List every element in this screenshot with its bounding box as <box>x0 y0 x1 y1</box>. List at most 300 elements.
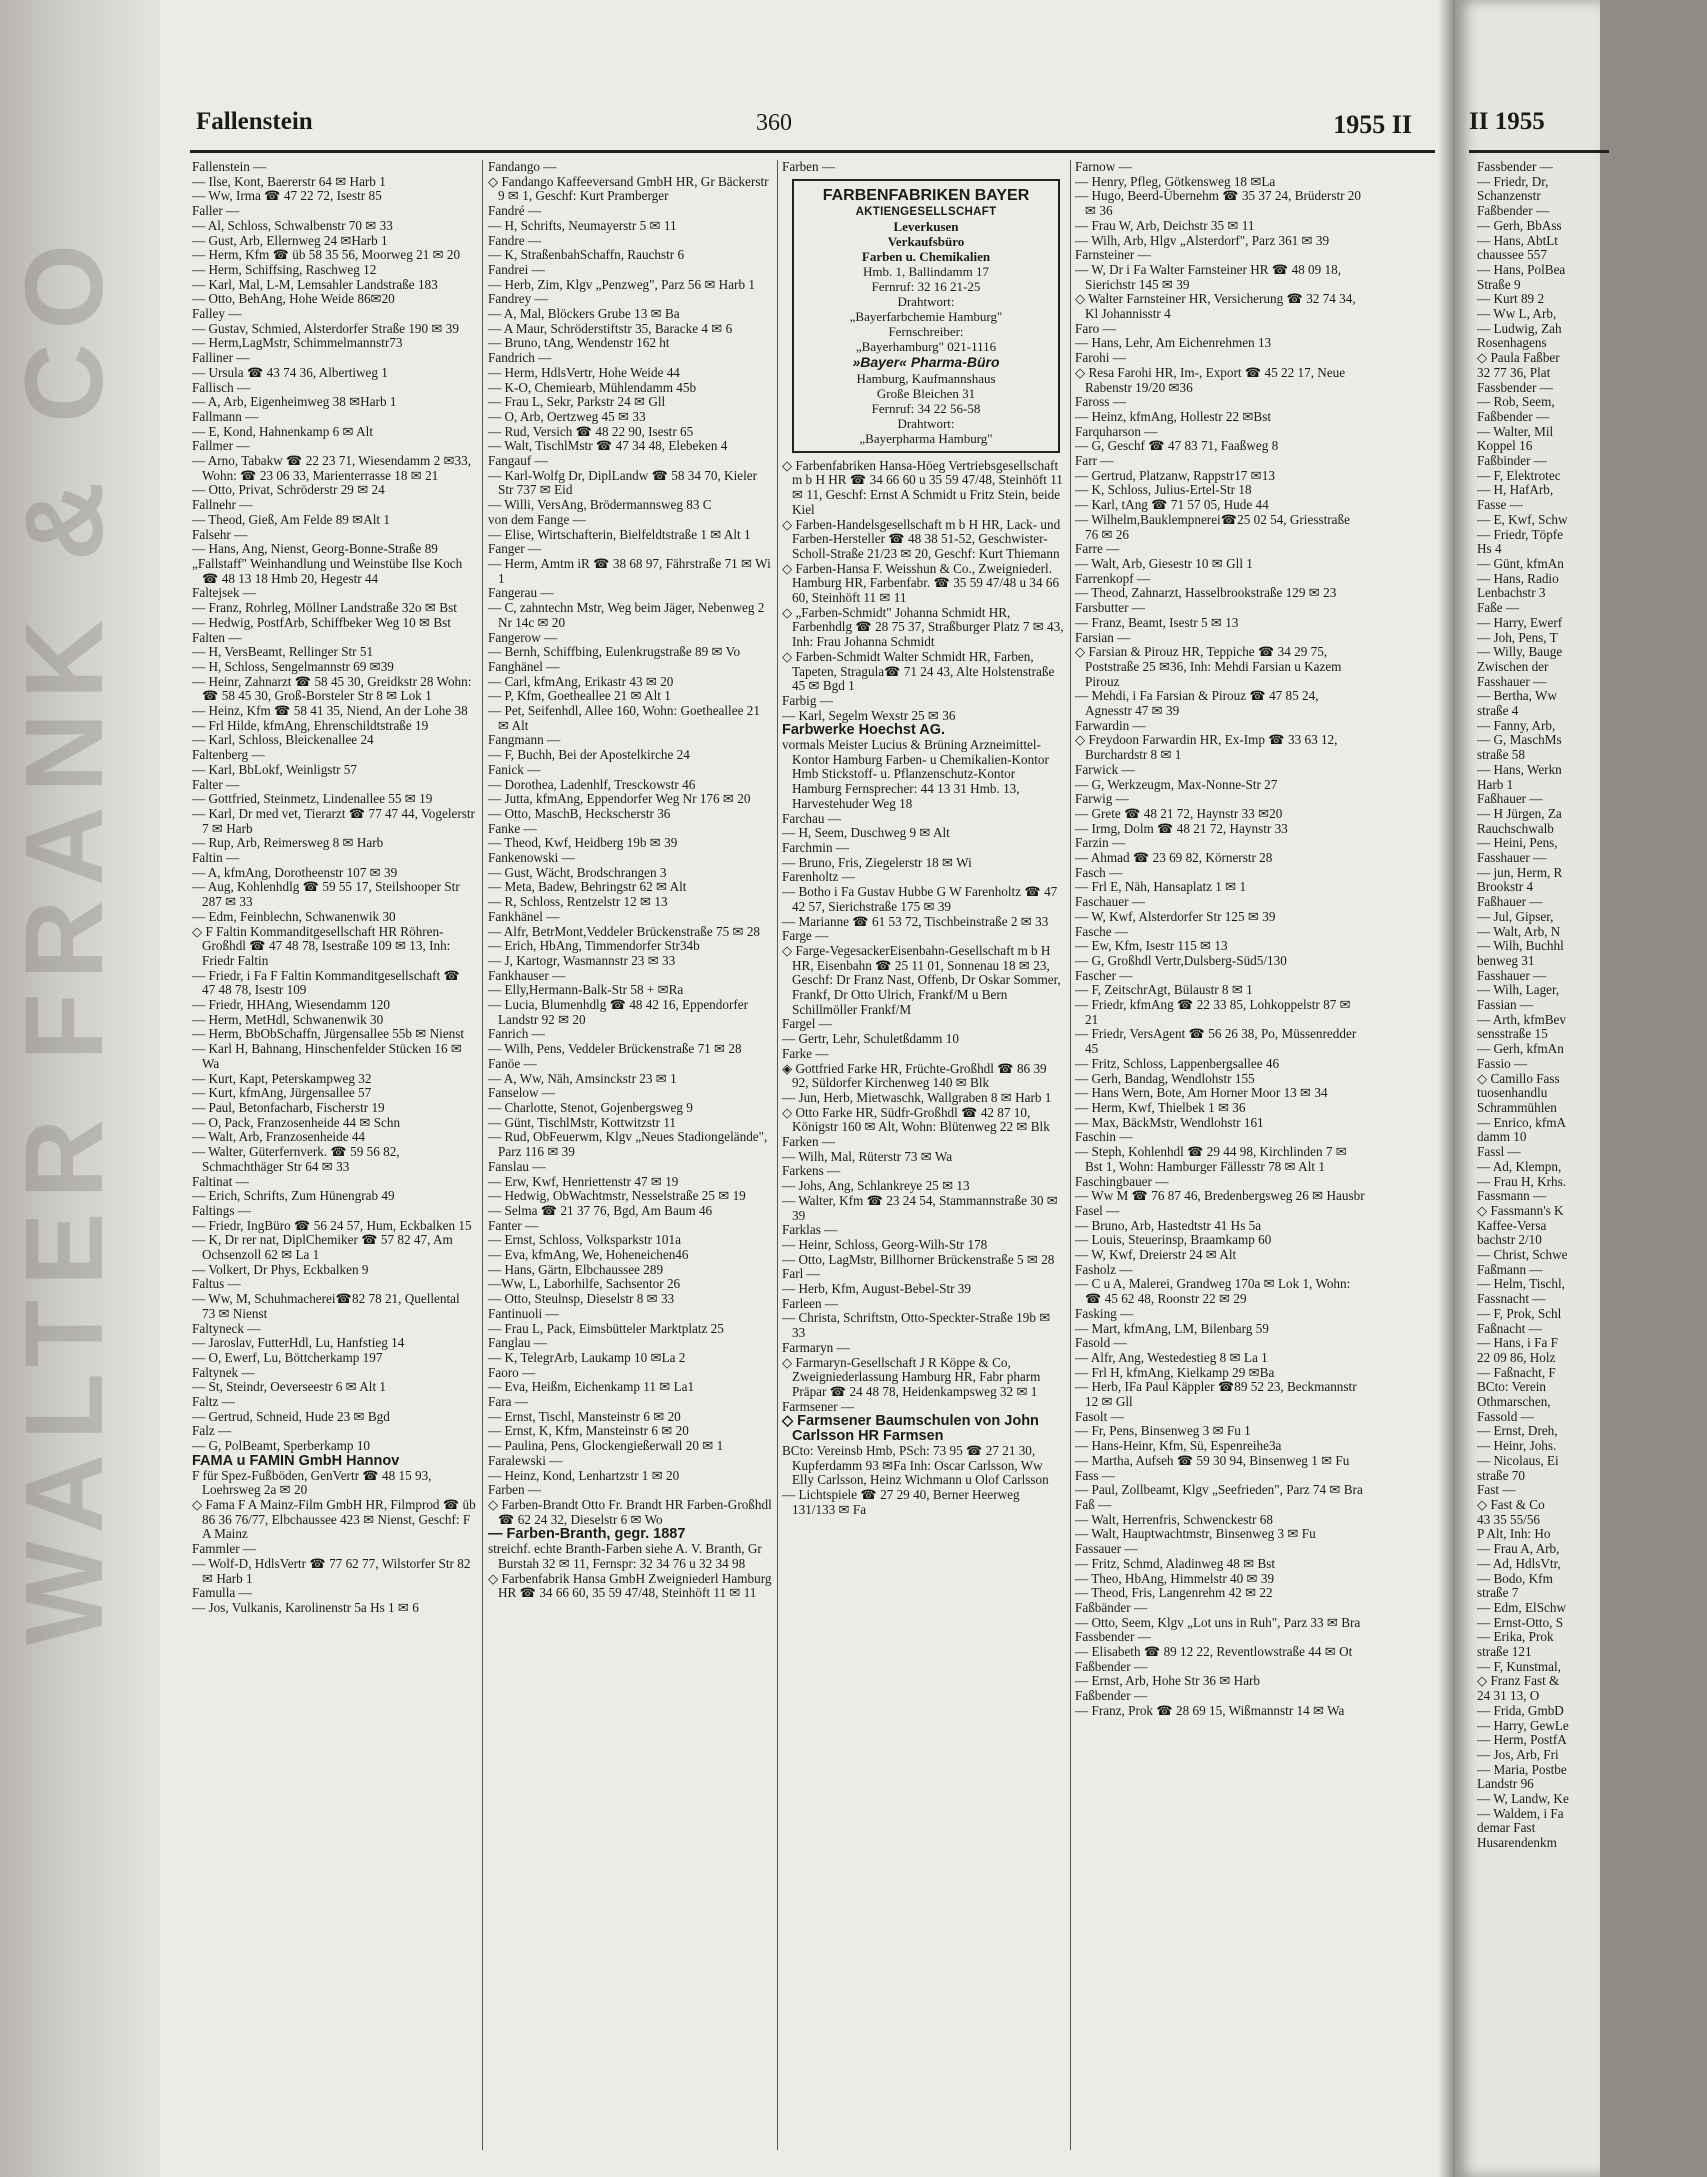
directory-entry: — Henry, Pfleg, Götkensweg 18 ✉La <box>1075 173 1276 189</box>
directory-entry: — Otto, Seem, Klgv „Lot uns in Ruh", Parz 33 ✉ Bra <box>1075 1614 1361 1630</box>
next-page-entry: Fasse — <box>1477 497 1523 513</box>
directory-entry: Farnsteiner — <box>1075 247 1151 263</box>
next-page-column <box>1477 160 1707 2150</box>
directory-entry: Fangauf — <box>488 453 548 469</box>
next-page-entry: — Friedr, Dr, <box>1477 173 1549 189</box>
directory-entry: ◇ Freydoon Farwardin HR, Ex-Imp ☎ 33 63 12, Burchardstr 8 ✉ 1 <box>1075 732 1338 763</box>
next-page-edge <box>1455 0 1600 2177</box>
directory-entry: — Theod, Gieß, Am Felde 89 ✉Alt 1 <box>192 511 390 527</box>
directory-entry: Farbig — <box>782 692 833 708</box>
directory-entry: Fantinuoli — <box>488 1305 559 1321</box>
ad-line: Hamburg, Kaufmannshaus <box>856 370 996 386</box>
directory-entry: — Otto, Privat, Schröderstr 29 ✉ 24 <box>192 482 385 498</box>
directory-entry: — Gustav, Schmied, Alsterdorfer Straße 190 ✉ 39 <box>192 320 459 336</box>
directory-entry: Faltus — <box>192 1276 241 1292</box>
directory-entry: — Dorothea, Ladenhlf, Tresckowstr 46 <box>488 776 696 792</box>
ad-line: Farben u. Chemikalien <box>861 248 991 264</box>
column-divider <box>482 160 483 2150</box>
next-page-entry: — Rob, Seem, <box>1477 394 1555 410</box>
directory-entry: — E, Kond, Hahnenkamp 6 ✉ Alt <box>192 423 373 439</box>
directory-entry: — Ahmad ☎ 23 69 82, Körnerstr 28 <box>1075 850 1273 866</box>
directory-entry: Fallenstein — <box>192 159 267 174</box>
column-3 <box>782 160 1066 2150</box>
directory-entry: Fasold — <box>1075 1335 1127 1351</box>
next-page-entry: — Walter, Mil <box>1477 423 1554 439</box>
directory-entry: — Fr, Pens, Binsenweg 3 ✉ Fu 1 <box>1075 1423 1251 1439</box>
next-page-entry: — Günt, kfmAn <box>1477 555 1564 571</box>
next-page-entry: — H, HafArb, <box>1477 482 1554 498</box>
directory-entry: — W, Kwf, Dreierstr 24 ✉ Alt <box>1075 1247 1237 1263</box>
directory-entry: — Jutta, kfmAng, Eppendorfer Weg Nr 176 ✉ 20 <box>488 791 751 807</box>
ad-line: Leverkusen <box>893 218 959 234</box>
directory-entry: — G, Geschf ☎ 47 83 71, Faaßweg 8 <box>1075 438 1279 454</box>
directory-entry: — Wilh, Pens, Veddeler Brückenstraße 71 ✉ 28 <box>488 1041 742 1057</box>
next-page-entry: Straße 9 <box>1477 276 1521 292</box>
directory-entry: Falley — <box>192 306 242 322</box>
next-page-entry: benweg 31 <box>1477 952 1535 968</box>
column-divider <box>777 160 778 2150</box>
directory-entry: — Erw, Kwf, Henriettenstr 47 ✉ 19 <box>488 1173 679 1189</box>
next-page-entry: Koppel 16 <box>1477 438 1533 454</box>
directory-entry: Fangerau — <box>488 585 554 601</box>
directory-entry: Faschin — <box>1075 1129 1133 1145</box>
directory-entry: — Wolf-D, HdlsVertr ☎ 77 62 77, Wilstorfer Str 82 ✉ Harb 1 <box>192 1555 471 1586</box>
next-page-entry: straße 121 <box>1477 1644 1532 1660</box>
directory-entry: FAMA u FAMIN GmbH Hannov <box>192 1452 400 1469</box>
next-page-entry: — Hans, i Fa F <box>1477 1335 1558 1351</box>
directory-entry: — Lucia, Blumenhdlg ☎ 48 42 16, Eppendorfer Landstr 92 ✉ 20 <box>488 997 748 1027</box>
directory-entry: Farke — <box>782 1045 829 1061</box>
directory-entry: — Frl Hilde, kfmAng, Ehrenschildtstraße 19 <box>192 717 429 733</box>
next-page-rule <box>1469 150 1609 153</box>
directory-entry: — Wilh, Arb, Hlgv „Alsterdorf", Parz 361 ✉ 39 <box>1075 232 1330 248</box>
directory-entry: Fanöe — <box>488 1055 537 1071</box>
directory-entry: Farwig — <box>1075 791 1129 807</box>
column-4 <box>1075 160 1365 2150</box>
column-1 <box>192 160 476 2150</box>
directory-entry: — Gust, Arb, Ellernweg 24 ✉Harb 1 <box>192 232 388 248</box>
directory-entry: — Walter, Güterfernverk. ☎ 59 56 82, Schmachthäger Str 64 ✉ 33 <box>192 1144 400 1174</box>
directory-entry: Farwardin — <box>1075 717 1146 733</box>
directory-entry: — Wilh, Mal, Rüterstr 73 ✉ Wa <box>782 1148 953 1164</box>
next-page-entry: Kaffee-Versa <box>1477 1217 1547 1233</box>
directory-entry: Fandrei — <box>488 261 545 277</box>
next-page-entry: Brookstr 4 <box>1477 879 1534 895</box>
directory-entry: — A, kfmAng, Dorotheenstr 107 ✉ 39 <box>192 864 398 880</box>
directory-entry: — Gertrud, Platzanw, Rappstr17 ✉13 <box>1075 467 1275 483</box>
directory-entry: Faßbender — <box>1075 1658 1148 1674</box>
directory-entry: — Ilse, Kont, Baererstr 64 ✉ Harb 1 <box>192 173 386 189</box>
directory-entry: Farben — <box>782 159 836 174</box>
directory-entry: Farleen — <box>782 1295 839 1311</box>
next-page-entry: — Harry, Ewerf <box>1477 614 1563 630</box>
next-page-entry: 32 77 36, Plat <box>1477 364 1551 380</box>
directory-entry: Fasch — <box>1075 864 1123 880</box>
directory-entry: — Gerh, Bandag, Wendlohstr 155 <box>1075 1070 1255 1086</box>
next-page-entry: bachstr 2/10 <box>1477 1232 1542 1248</box>
directory-entry: ◇ Farben-Hansa F. Weisshun & Co., Zweigniederl. Hamburg HR, Farbenfabr. ☎ 35 59 47/48 u 34 66 60, Steinhöft 11 ✉ 11 <box>782 560 1060 606</box>
next-page-entry: Faßhauer — <box>1477 791 1543 807</box>
directory-entry: — Frau W, Arb, Deichstr 35 ✉ 11 <box>1075 217 1255 233</box>
next-page-entry: — Maria, Postbe <box>1477 1761 1567 1777</box>
ad-line: »Bayer« Pharma-Büro <box>852 353 1000 370</box>
next-page-entry: — Ludwig, Zah <box>1477 320 1562 336</box>
directory-entry: — Karl, tAng ☎ 71 57 05, Hude 44 <box>1075 497 1269 513</box>
directory-entry: — Hedwig, ObWachtmstr, Nesselstraße 25 ✉ 19 <box>488 1188 746 1204</box>
directory-entry: — Elise, Wirtschafterin, Bielfeldtstraße 1 ✉ Alt 1 <box>488 526 751 542</box>
directory-entry: Faltejsek — <box>192 585 257 601</box>
directory-entry: ◇ Farmaryn-Gesellschaft J R Köppe & Co, Zweigniederlassung Hamburg HR, Fabr pharm Präpar ☎ 24 48 78, Heidenkampsweg 32 ✉ 1 <box>782 1354 1041 1399</box>
directory-entry: — Fritz, Schloss, Lappenbergsallee 46 <box>1075 1055 1280 1071</box>
directory-entry: — Kurt, Kapt, Peterskampweg 32 <box>192 1070 372 1086</box>
directory-entry: — Louis, Steuerinsp, Braamkamp 60 <box>1075 1232 1272 1248</box>
directory-entry: — A, Ww, Näh, Amsinckstr 23 ✉ 1 <box>488 1070 677 1086</box>
directory-entry: — Christa, Schriftstn, Otto-Speckter-Straße 19b ✉ 33 <box>782 1310 1051 1341</box>
directory-entry: — Karl H, Bahnang, Hinschenfelder Stücken 16 ✉ Wa <box>192 1041 462 1071</box>
next-page-entry: — Friedr, Töpfe <box>1477 526 1564 542</box>
directory-entry: — Günt, TischlMstr, Kottwitzstr 11 <box>488 1114 677 1130</box>
directory-entry: — Friedr, HHAng, Wiesendamm 120 <box>192 997 390 1013</box>
directory-entry: — Willi, VersAng, Brödermannsweg 83 C <box>488 497 712 513</box>
directory-entry: vormals Meister Lucius & Brüning Arzneimittel-Kontor Hamburg Farben- u Chemikalien-Kontor Hmb Stickstoff- u. Pflanzenschutz-Kontor Hamburg Fernsprecher: 44 13 31 Hmb. 13, Harvestehuder Weg 18 <box>782 737 1049 811</box>
directory-entry: ◇ Farbenfabrik Hansa GmbH Zweigniederl Hamburg HR ☎ 34 66 60, 35 59 47/48, Steinhöft 11 ✉ 11 <box>488 1570 772 1601</box>
directory-entry: Faltinat — <box>192 1173 249 1189</box>
directory-entry: — Theod, Fris, Langenrehm 42 ✉ 22 <box>1075 1585 1273 1601</box>
next-page-entry: ◇ Fast & Co <box>1477 1496 1545 1512</box>
directory-entry: Faschauer — <box>1075 894 1145 910</box>
directory-entry: — Eva, Heißm, Eichenkamp 11 ✉ La1 <box>488 1379 695 1395</box>
next-page-entry: Faßbender — <box>1477 408 1550 424</box>
next-page-entry: — Jos, Arb, Fri <box>1477 1746 1559 1762</box>
directory-entry: — A, Mal, Blöckers Grube 13 ✉ Ba <box>488 306 680 322</box>
directory-entry: — Herm, Kfm ☎ üb 58 35 56, Moorweg 21 ✉ 20 <box>192 247 461 263</box>
ad-line: AKTIENGESELLSCHAFT <box>855 205 997 218</box>
directory-entry: — Mehdi, i Fa Farsian & Pirouz ☎ 47 85 24, Agnesstr 47 ✉ 39 <box>1075 688 1319 719</box>
directory-entry: Farnow — <box>1075 159 1132 174</box>
next-page-entry: — Ad, HdlsVtr, <box>1477 1555 1561 1571</box>
ad-line: Fernruf: 34 22 56-58 <box>871 400 981 416</box>
directory-entry: — Ernst, K, Kfm, Mansteinstr 6 ✉ 20 <box>488 1423 689 1439</box>
next-page-entry: — Frau H, Krhs. <box>1477 1173 1567 1189</box>
directory-entry: „Fallstaff" Weinhandlung und Weinstübe Ilse Koch ☎ 48 13 18 Hmb 20, Hegestr 44 <box>192 555 463 586</box>
directory-entry: — A Maur, Schröderstiftstr 35, Baracke 4 ✉ 6 <box>488 320 733 336</box>
directory-entry: — Karl, Segelm Wexstr 25 ✉ 36 <box>782 707 956 723</box>
directory-entry: — Ernst, Arb, Hohe Str 36 ✉ Harb <box>1075 1673 1261 1689</box>
directory-entry: — Johs, Ang, Schlankreye 25 ✉ 13 <box>782 1178 970 1194</box>
directory-entry: Farken — <box>782 1134 836 1150</box>
next-page-entry: — Ernst, Dreh, <box>1477 1423 1558 1439</box>
directory-entry: Faltz — <box>192 1394 235 1410</box>
directory-entry: — Hans, Gärtn, Elbchaussee 289 <box>488 1261 664 1277</box>
directory-entry: — K, Schloss, Julius-Ertel-Str 18 <box>1075 482 1252 498</box>
next-page-entry: demar Fast <box>1477 1820 1536 1836</box>
next-page-entry: — Frida, GmbD <box>1477 1702 1564 1718</box>
directory-entry: — Franz, Rohrleg, Möllner Landstraße 32o ✉ Bst <box>192 600 457 616</box>
directory-entry: — Franz, Beamt, Isestr 5 ✉ 13 <box>1075 614 1239 630</box>
next-page-entry: — Kurt 89 2 <box>1477 291 1545 307</box>
page-number: 360 <box>756 110 792 136</box>
directory-entry: Fanglau — <box>488 1335 547 1351</box>
directory-entry: — Max, BäckMstr, Wendlohstr 161 <box>1075 1114 1264 1130</box>
directory-entry: — Theod, Kwf, Heidberg 19b ✉ 39 <box>488 835 678 851</box>
directory-entry: — Herb, IFa Paul Käppler ☎89 52 23, Beckmannstr 12 ✉ Gll <box>1075 1379 1357 1410</box>
directory-entry: Famulla — <box>192 1585 252 1601</box>
directory-entry: — Heinz, kfmAng, Hollestr 22 ✉Bst <box>1075 408 1272 424</box>
directory-entry: — Ww, Irma ☎ 47 22 72, Isestr 85 <box>192 188 382 204</box>
directory-entry: Falten — <box>192 629 242 645</box>
next-page-entry: Schanzenstr <box>1477 188 1541 204</box>
directory-entry: ◇ Farbenfabriken Hansa-Höeg Vertriebsgesellschaft m b H HR ☎ 34 66 60 u 35 59 47/48, Steinhöft 11 ✉ 11, Geschf: Ernst A Schmidt u Fritz Stein, beide Kiel <box>782 457 1063 517</box>
next-page-entry: ◇ Paula Faßber <box>1477 350 1560 366</box>
directory-entry: — Rud, ObFeuerwm, Klgv „Neues Stadiongelände", Parz 116 ✉ 39 <box>488 1129 768 1160</box>
directory-entry: — Frau L, Sekr, Parkstr 24 ✉ Gll <box>488 394 666 410</box>
directory-entry: —Ww, L, Laborhilfe, Sachsentor 26 <box>488 1276 681 1292</box>
directory-entry: Farchau — <box>782 810 841 826</box>
directory-entry: Faßbänder — <box>1075 1599 1148 1615</box>
directory-entry: — Jun, Herb, Mietwaschk, Wallgraben 8 ✉ Harb 1 <box>782 1089 1052 1105</box>
directory-entry: — Walt, Herrenfris, Schwenckestr 68 <box>1075 1511 1273 1527</box>
directory-entry: — Otto, Steulnsp, Dieselstr 8 ✉ 33 <box>488 1291 675 1307</box>
next-page-entry: — Joh, Pens, T <box>1477 629 1558 645</box>
next-page-entry: P Alt, Inh: Ho <box>1477 1526 1551 1542</box>
directory-entry: — Hedwig, PostfArb, Schiffbeker Weg 10 ✉ Bst <box>192 614 451 630</box>
ad-line: „Bayerhamburg" 021-1116 <box>855 338 997 354</box>
directory-entry: — R, Schloss, Rentzelstr 12 ✉ 13 <box>488 894 668 910</box>
directory-entry: ◇ Farsian & Pirouz HR, Teppiche ☎ 34 29 75, Poststraße 25 ✉36, Inh: Mehdi Farsian u Kazem Pirouz <box>1075 644 1342 689</box>
next-page-entry: sensstraße 15 <box>1477 1026 1548 1042</box>
directory-entry: Farchmin — <box>782 839 850 855</box>
next-page-entry: — Gerh, BbAss <box>1477 217 1562 233</box>
directory-entry: — Irmg, Dolm ☎ 48 21 72, Haynstr 33 <box>1075 820 1288 836</box>
directory-entry: Farben — <box>488 1482 542 1498</box>
directory-entry: — Karl, Schloss, Bleickenallee 24 <box>192 732 374 748</box>
directory-entry: Faoro — <box>488 1364 536 1380</box>
directory-entry: ◇ Walter Farnsteiner HR, Versicherung ☎ 32 74 34, Kl Johannisstr 4 <box>1075 291 1356 322</box>
directory-entry: — Herm, Schiffsing, Raschweg 12 <box>192 261 377 277</box>
directory-entry: — Hans-Heinr, Kfm, Sü, Espenreihe3a <box>1075 1438 1282 1454</box>
directory-entry: — F, ZeitschrAgt, Bülaustr 8 ✉ 1 <box>1075 982 1253 998</box>
next-page-entry: Landstr 96 <box>1477 1776 1534 1792</box>
directory-entry: Farklas — <box>782 1222 838 1238</box>
directory-entry: — Al, Schloss, Schwalbenstr 70 ✉ 33 <box>192 217 393 233</box>
next-page-entry: — Waldem, i Fa <box>1477 1805 1564 1821</box>
next-page-entry: Zwischen der <box>1477 658 1549 674</box>
directory-entry: — W, Kwf, Alsterdorfer Str 125 ✉ 39 <box>1075 908 1276 924</box>
directory-entry: ◇ Fandango Kaffeeversand GmbH HR, Gr Bäckerstr 9 ✉ 1, Geschf: Kurt Pramberger <box>488 173 769 204</box>
directory-entry: Fallmann — <box>192 408 259 424</box>
next-page-entry: — G, MaschMs <box>1477 732 1562 748</box>
next-page-entry: straße 4 <box>1477 703 1519 719</box>
directory-entry: Faralewski — <box>488 1452 563 1468</box>
directory-entry: — H, VersBeamt, Rellinger Str 51 <box>192 644 374 660</box>
directory-entry: — O, Arb, Oertzweg 45 ✉ 33 <box>488 408 646 424</box>
directory-entry: Fandrich — <box>488 350 552 366</box>
directory-entry: Farbwerke Hoechst AG. <box>782 722 946 739</box>
directory-entry: — Hans, Lehr, Am Eichenrehmen 13 <box>1075 335 1272 351</box>
directory-entry: — Gottfried, Steinmetz, Lindenallee 55 ✉ 19 <box>192 791 433 807</box>
directory-entry: — K, StraßenbahSchaffn, Rauchstr 6 <box>488 247 685 263</box>
directory-entry: Farquharson — <box>1075 423 1158 439</box>
next-page-entry: — E, Kwf, Schw <box>1477 511 1568 527</box>
next-page-entry: — Harry, GewLe <box>1477 1717 1569 1733</box>
next-page-entry: — Ernst-Otto, S <box>1477 1614 1564 1630</box>
directory-entry: — Herm, Amtm iR ☎ 38 68 97, Fährstraße 71 ✉ Wi 1 <box>488 555 771 586</box>
directory-entry: Fanslau — <box>488 1158 546 1174</box>
next-page-entry: Fassbender — <box>1477 379 1553 395</box>
directory-entry: Fascher — <box>1075 967 1133 983</box>
directory-entry: Fassauer — <box>1075 1541 1138 1557</box>
directory-entry: — Frl H, kfmAng, Kielkamp 29 ✉Ba <box>1075 1364 1275 1380</box>
next-page-entry: Faßmann — <box>1477 1261 1543 1277</box>
directory-entry: Fass — <box>1075 1467 1115 1483</box>
directory-entry: Farwick — <box>1075 761 1135 777</box>
directory-entry: — Gertr, Lehr, Schuletßdamm 10 <box>782 1031 959 1047</box>
directory-entry: BCto: Vereinsb Hmb, PSch: 73 95 ☎ 27 21 30, Kupferdamm 93 ✉Fa Inh: Oscar Carlsson, Ww Elly Carlsson, Heinz Wichmann u Olof Carlsson <box>782 1442 1049 1488</box>
directory-entry: Fammler — <box>192 1541 257 1557</box>
next-page-entry: 43 35 55/56 <box>1477 1511 1541 1527</box>
next-page-entry: chaussee 557 <box>1477 247 1547 263</box>
directory-entry: — Friedr, VersAgent ☎ 56 26 38, Po, Müssenredder 45 <box>1075 1026 1357 1057</box>
directory-entry: — H, Schrifts, Neumayerstr 5 ✉ 11 <box>488 217 677 233</box>
directory-entry: — Botho i Fa Gustav Hubbe G W Farenholtz ☎ 47 42 57, Sierichstraße 175 ✉ 39 <box>782 884 1058 914</box>
directory-entry: Fallmer — <box>192 438 250 454</box>
directory-entry: — Martha, Aufseh ☎ 59 30 94, Binsenweg 1 ✉ Fu <box>1075 1452 1350 1468</box>
directory-entry: — G, PolBeamt, Sperberkamp 10 <box>192 1438 371 1454</box>
next-page-entry: Fasshauer — <box>1477 850 1547 866</box>
next-page-entry: — jun, Herm, R <box>1477 864 1563 880</box>
directory-entry: Fandrey — <box>488 291 548 307</box>
directory-entry: Faltin — <box>192 850 240 866</box>
bayer-advertisement-box <box>792 179 1060 453</box>
next-page-entry: — Ad, Klempn, <box>1477 1158 1562 1174</box>
directory-entry: — Herm, BbObSchaffn, Jürgensallee 55b ✉ Nienst <box>192 1026 465 1042</box>
directory-entry: — Farben-Branth, gegr. 1887 <box>488 1526 686 1543</box>
directory-entry: — Arno, Tabakw ☎ 22 23 71, Wiesendamm 2 ✉33, Wohn: ☎ 23 06 33, Marienterrasse 18 ✉ 21 <box>192 453 471 483</box>
directory-entry: — Bruno, tAng, Wendenstr 162 ht <box>488 335 670 351</box>
next-page-entry: — W, Landw, Ke <box>1477 1791 1569 1807</box>
ad-line: Verkaufsbüro <box>887 233 965 249</box>
directory-entry: — Walt, TischlMstr ☎ 47 34 48, Elebeken 4 <box>488 438 728 454</box>
next-page-entry: — Heini, Pens, <box>1477 835 1558 851</box>
ad-line: Fernruf: 32 16 21-25 <box>871 278 981 294</box>
directory-entry: Fanick — <box>488 761 541 777</box>
directory-entry: ◇ Farben-Schmidt Walter Schmidt HR, Farben, Tapeten, Stragula☎ 71 24 43, Alte Holstenstraße 45 ✉ Bgd 1 <box>782 648 1055 694</box>
next-page-entry: ◇ Camillo Fass <box>1477 1070 1560 1086</box>
directory-entry: — Erich, HbAng, Timmendorfer Str34b <box>488 938 700 954</box>
next-page-entry: Fast — <box>1477 1482 1516 1498</box>
directory-entry: — Theod, Zahnarzt, Hasselbrookstraße 129 ✉ 23 <box>1075 585 1337 601</box>
next-page-entry: — Bertha, Ww <box>1477 688 1557 704</box>
directory-entry: — Marianne ☎ 61 53 72, Tischbeinstraße 2 ✉ 33 <box>782 913 1049 929</box>
directory-entry: — H, Schloss, Sengelmannstr 69 ✉39 <box>192 658 394 674</box>
directory-entry: Fanselow — <box>488 1085 556 1101</box>
directory-entry: ◈ Gottfried Farke HR, Früchte-Großhdl ☎ 86 39 92, Süldorfer Kirchenweg 140 ✉ Blk <box>782 1060 1047 1091</box>
directory-entry: — Steph, Kohlenhdl ☎ 29 44 98, Kirchlinden 7 ✉ Bst 1, Wohn: Hamburger Fällesstr 78 ✉ Alt 1 <box>1075 1144 1347 1174</box>
next-page-entry: Fassio — <box>1477 1055 1528 1071</box>
directory-entry: — St, Steindr, Oeverseestr 6 ✉ Alt 1 <box>192 1379 387 1395</box>
next-page-entry: ◇ Franz Fast & <box>1477 1673 1560 1689</box>
directory-entry: — Paul, Zollbeamt, Klgv „Seefrieden", Parz 74 ✉ Bra <box>1075 1482 1363 1498</box>
directory-entry: — Walt, Arb, Franzosenheide 44 <box>192 1129 366 1145</box>
directory-entry: — Wilhelm,Bauklempnerei☎25 02 54, Griesstraße 76 ✉ 26 <box>1075 511 1350 542</box>
next-page-entry: — Walt, Arb, N <box>1477 923 1561 939</box>
next-page-entry: Fassbender — <box>1477 159 1553 174</box>
directory-entry: — Hugo, Beerd-Übernehm ☎ 35 37 24, Brüderstr 20 ✉ 36 <box>1075 188 1361 219</box>
next-page-entry: straße 58 <box>1477 747 1525 763</box>
directory-entry: Faß — <box>1075 1496 1112 1512</box>
directory-entry: Farre — <box>1075 541 1120 557</box>
directory-entry: — Ww M ☎ 76 87 46, Bredenbergsweg 26 ✉ Hausbr <box>1075 1188 1365 1204</box>
next-page-entry: — Ww L, Arb, <box>1477 306 1557 322</box>
next-page-entry: — Hans, Radio <box>1477 570 1559 586</box>
directory-entry: — Herm, Kwf, Thielbek 1 ✉ 36 <box>1075 1100 1246 1115</box>
directory-entry: — Aug, Kohlenhdlg ☎ 59 55 17, Steilshooper Str 287 ✉ 33 <box>192 879 460 910</box>
next-page-entry: — Hans, Werkn <box>1477 761 1562 777</box>
directory-entry: Fanger — <box>488 541 542 557</box>
directory-entry: — Heinz, Kond, Lenhartzstr 1 ✉ 20 <box>488 1467 680 1483</box>
next-page-entry: — Fanny, Arb, <box>1477 717 1556 733</box>
next-page-entry: Faßbender — <box>1477 203 1550 219</box>
directory-entry: — Jos, Vulkanis, Karolinenstr 5a Hs 1 ✉ 6 <box>192 1599 419 1615</box>
next-page-entry: — Enrico, kfmA <box>1477 1114 1566 1130</box>
directory-entry: — Heinr, Schloss, Georg-Wilh-Str 178 <box>782 1236 988 1252</box>
next-page-entry: 24 31 13, O <box>1477 1688 1540 1704</box>
directory-entry: — Heinr, Zahnarzt ☎ 58 45 30, Greidkstr 28 Wohn: ☎ 58 45 30, Groß-Borsteler Str 8 ✉ Lok 1 <box>192 673 472 704</box>
directory-entry: Fankenowski — <box>488 850 575 866</box>
directory-entry: ◇ Otto Farke HR, Südfr-Großhdl ☎ 42 87 10, Königstr 160 ✉ Alt, Wohn: Blütenweg 22 ✉ Blk <box>782 1104 1050 1135</box>
directory-entry: — Otto, MaschB, Heckscherstr 36 <box>488 805 671 821</box>
directory-entry: — Gust, Wächt, Brodschrangen 3 <box>488 864 667 880</box>
directory-entry: — Ernst, Tischl, Mansteinstr 6 ✉ 20 <box>488 1408 681 1424</box>
directory-entry: — Charlotte, Stenot, Gojenbergsweg 9 <box>488 1100 693 1115</box>
next-page-header: II 1955 <box>1469 108 1545 135</box>
directory-entry: Falliner — <box>192 350 250 366</box>
directory-entry: ◇ Farben-Handelsgesellschaft m b H HR, Lack- und Farben-Hersteller ☎ 48 38 51-52, Geschwister-Scholl-Straße 21/23 ✉ 20, Geschf: Kurt Thiemann <box>782 516 1061 561</box>
directory-entry: Farsian — <box>1075 629 1131 645</box>
next-page-entry: Faße — <box>1477 600 1520 616</box>
directory-entry: — Ernst, Schloss, Volksparkstr 101a <box>488 1232 681 1248</box>
next-page-entry: — F, Prok, Schl <box>1477 1305 1562 1321</box>
directory-entry: — Karl, BbLokf, Weinligstr 57 <box>192 761 357 777</box>
directory-entry: Fankhänel — <box>488 908 560 924</box>
directory-entry: — K, TelegrArb, Laukamp 10 ✉La 2 <box>488 1349 686 1365</box>
directory-entry: — Gertrud, Schneid, Hude 23 ✉ Bgd <box>192 1408 390 1424</box>
directory-entry: Fasking — <box>1075 1305 1134 1321</box>
directory-entry: — Herb, Zim, Klgv „Penzweg", Parz 56 ✉ Harb 1 <box>488 276 755 292</box>
next-page-entry: — Herm, PostfA <box>1477 1732 1567 1748</box>
next-page-entry: Faßnacht — <box>1477 1320 1542 1336</box>
directory-entry: — Paulina, Pens, Glockengießerwall 20 ✉ 1 <box>488 1438 724 1454</box>
spine-watermark-text: WALTER FRANK & CO <box>3 230 126 1646</box>
directory-entry: — Lichtspiele ☎ 27 29 40, Berner Heerweg 131/133 ✉ Fa <box>782 1486 1020 1517</box>
directory-entry: — Herm, HdlsVertr, Hohe Weide 44 <box>488 364 680 380</box>
next-page-entry: Fassold — <box>1477 1408 1534 1424</box>
next-page-entry: — Helm, Tischl, <box>1477 1276 1565 1292</box>
directory-entry: — W, Dr i Fa Walter Farnsteiner HR ☎ 48 09 18, Sierichstr 145 ✉ 39 <box>1075 261 1342 292</box>
directory-entry: ◇ „Farben-Schmidt" Johanna Schmidt HR, Farbenhdlg ☎ 28 75 37, Straßburger Platz 7 ✉ 43, Inh: Frau Johanna Schmidt <box>782 604 1064 650</box>
directory-entry: — Edm, Feinblechn, Schwanenwik 30 <box>192 908 396 924</box>
directory-entry: Farohi — <box>1075 350 1126 366</box>
directory-entry: — Hans, Ang, Nienst, Georg-Bonne-Straße 89 <box>192 541 438 557</box>
directory-entry: Farl — <box>782 1266 820 1282</box>
directory-entry: Fasolt — <box>1075 1408 1124 1424</box>
directory-entry: — Frau L, Pack, Eimsbütteler Marktplatz 25 <box>488 1320 724 1336</box>
directory-entry: — Herm,LagMstr, Schimmelmannstr73 <box>192 335 403 351</box>
directory-entry: Fasholz — <box>1075 1261 1133 1277</box>
ad-line: „Bayerpharma Hamburg" <box>859 430 993 446</box>
ad-line: Hmb. 1, Ballindamm 17 <box>862 263 990 279</box>
directory-entry: Fandré — <box>488 203 542 219</box>
